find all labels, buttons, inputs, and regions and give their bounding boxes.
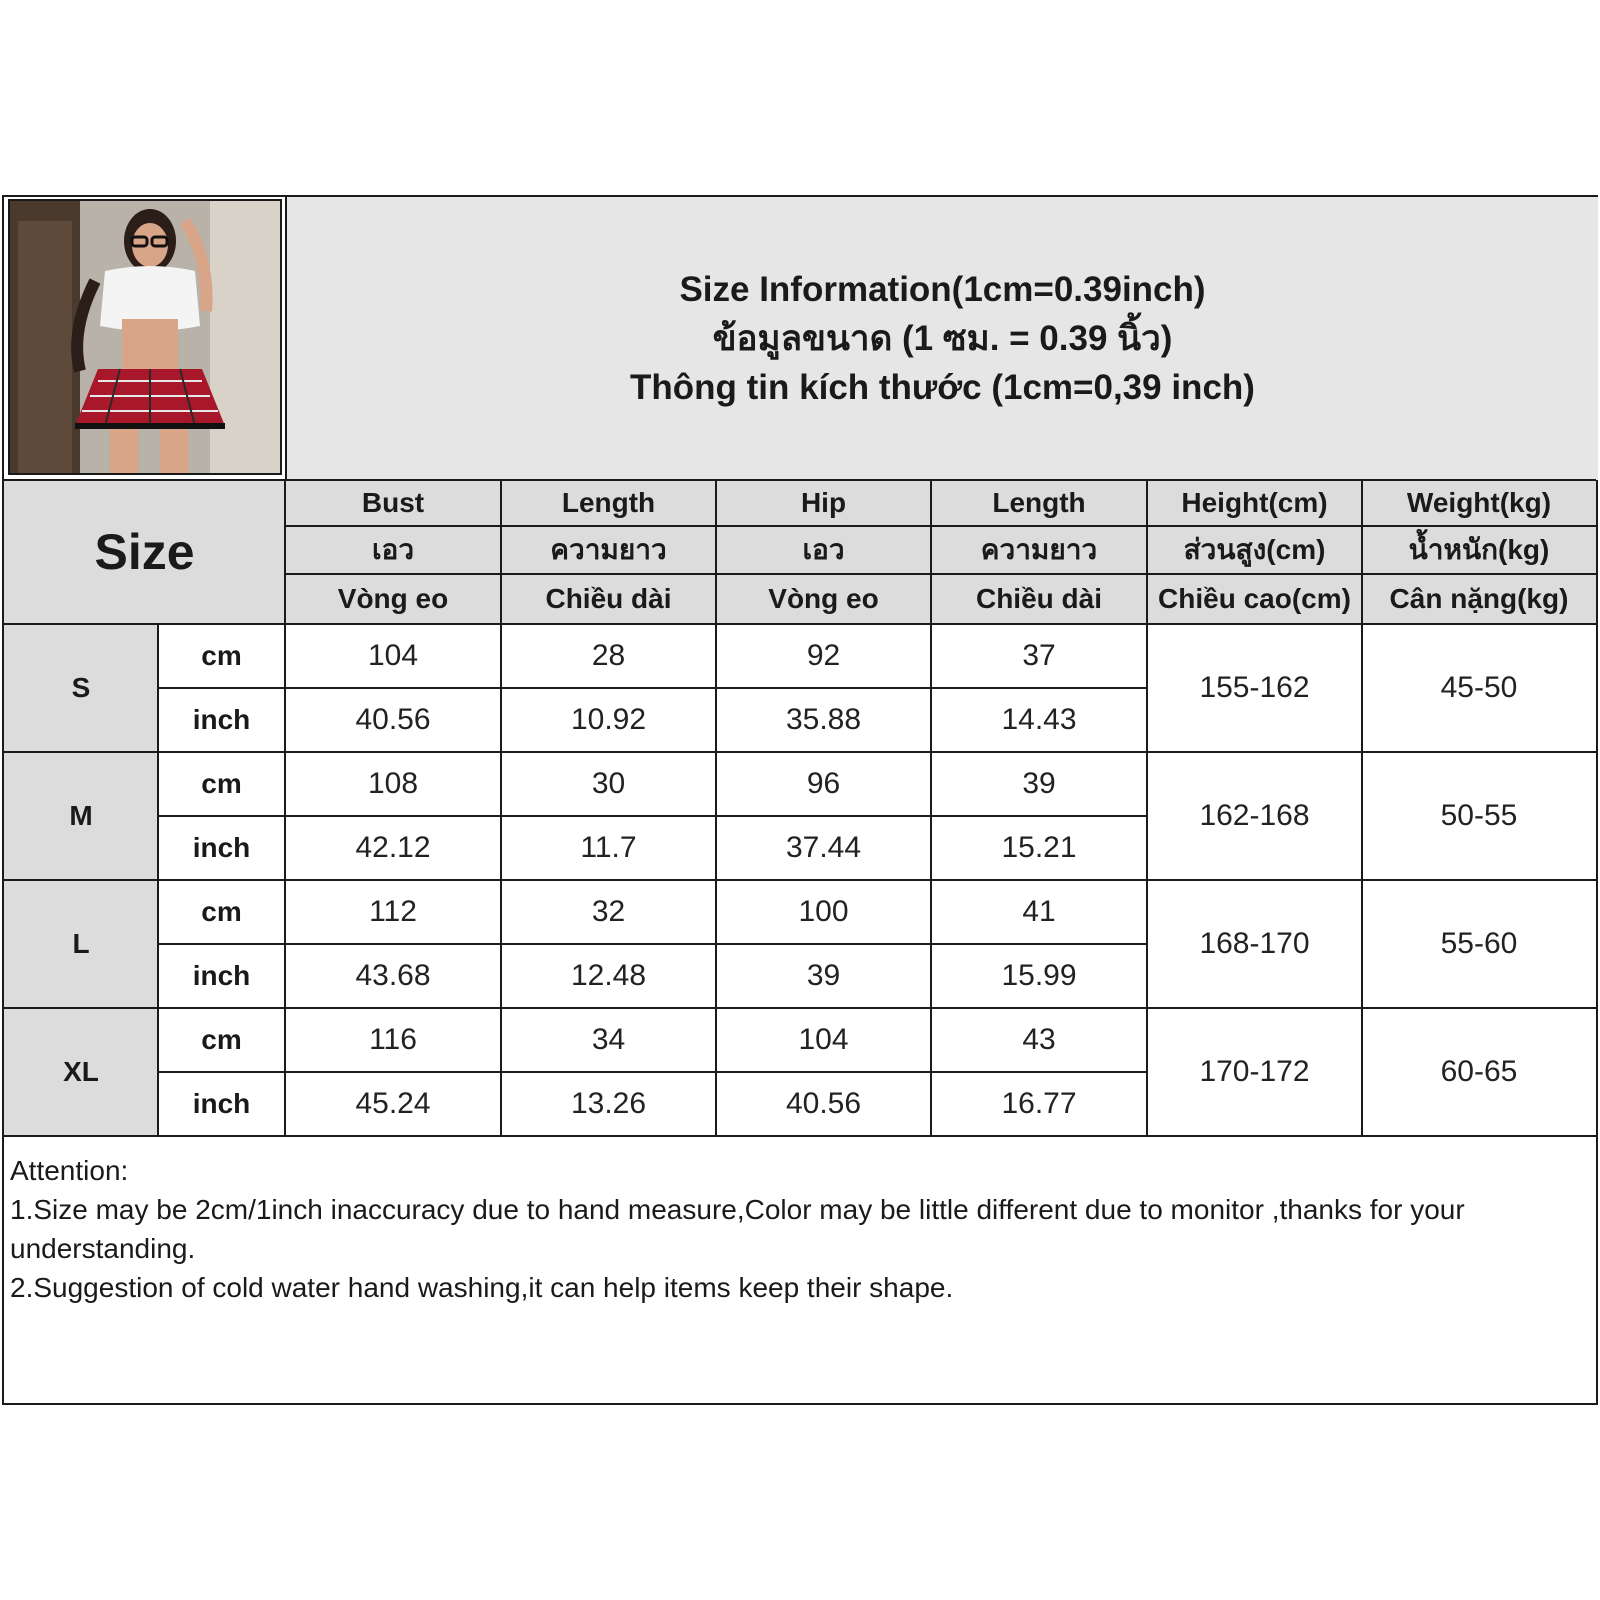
column-header-th: น้ำหนัก(kg) — [1362, 526, 1596, 574]
column-header-th: เอว — [285, 526, 501, 574]
value-cm: 116 — [285, 1008, 501, 1072]
value-inch: 39 — [716, 944, 931, 1008]
weight-range: 45-50 — [1362, 624, 1596, 752]
grid-line — [158, 815, 1147, 817]
grid-line — [157, 624, 159, 1136]
unit-label-inch: inch — [158, 1072, 285, 1136]
weight-range: 55-60 — [1362, 880, 1596, 1008]
grid-line — [285, 573, 1596, 575]
value-cm: 28 — [501, 624, 716, 688]
unit-label-cm: cm — [158, 624, 285, 688]
grid-line — [1361, 480, 1363, 1136]
height-range: 155-162 — [1147, 624, 1362, 752]
value-cm: 96 — [716, 752, 931, 816]
weight-range: 50-55 — [1362, 752, 1596, 880]
column-header-vi: Chiều dài — [501, 574, 716, 624]
value-cm: 39 — [931, 752, 1147, 816]
value-cm: 34 — [501, 1008, 716, 1072]
height-range: 170-172 — [1147, 1008, 1362, 1136]
unit-label-inch: inch — [158, 944, 285, 1008]
grid-line — [4, 623, 1596, 625]
title-thai: ข้อมูลขนาด (1 ซม. = 0.39 นิ้ว) — [712, 319, 1173, 358]
unit-label-inch: inch — [158, 816, 285, 880]
attention-note-1: 1.Size may be 2cm/1inch inaccuracy due to hand measure,Color may be little different due to monitor ,thanks for your understanding. — [10, 1194, 1465, 1264]
value-cm: 104 — [285, 624, 501, 688]
column-header-en: Weight(kg) — [1362, 480, 1596, 526]
column-header-th: ความยาว — [501, 526, 716, 574]
value-inch: 37.44 — [716, 816, 931, 880]
value-inch: 10.92 — [501, 688, 716, 752]
value-cm: 43 — [931, 1008, 1147, 1072]
value-inch: 40.56 — [285, 688, 501, 752]
value-cm: 30 — [501, 752, 716, 816]
value-inch: 14.43 — [931, 688, 1147, 752]
value-inch: 45.24 — [285, 1072, 501, 1136]
grid-line — [4, 751, 1596, 753]
unit-label-cm: cm — [158, 880, 285, 944]
value-cm: 112 — [285, 880, 501, 944]
grid-line — [4, 479, 1596, 481]
column-header-vi: Vòng eo — [716, 574, 931, 624]
value-inch: 40.56 — [716, 1072, 931, 1136]
column-header-en: Height(cm) — [1147, 480, 1362, 526]
value-cm: 104 — [716, 1008, 931, 1072]
value-inch: 35.88 — [716, 688, 931, 752]
value-inch: 42.12 — [285, 816, 501, 880]
grid-line — [158, 943, 1147, 945]
grid-line — [930, 480, 932, 1136]
unit-label-cm: cm — [158, 752, 285, 816]
grid-line — [4, 1007, 1596, 1009]
title-vietnamese: Thông tin kích thước (1cm=0,39 inch) — [630, 368, 1255, 407]
size-label: XL — [4, 1008, 158, 1136]
column-header-th: เอว — [716, 526, 931, 574]
grid-line — [158, 1071, 1147, 1073]
unit-label-inch: inch — [158, 688, 285, 752]
height-range: 162-168 — [1147, 752, 1362, 880]
column-header-vi: Chiều dài — [931, 574, 1147, 624]
title-english: Size Information(1cm=0.39inch) — [679, 270, 1206, 309]
value-inch: 16.77 — [931, 1072, 1147, 1136]
value-cm: 41 — [931, 880, 1147, 944]
column-header-en: Length — [931, 480, 1147, 526]
grid-line — [715, 480, 717, 1136]
height-range: 168-170 — [1147, 880, 1362, 1008]
column-header-vi: Vòng eo — [285, 574, 501, 624]
value-cm: 100 — [716, 880, 931, 944]
model-photo — [8, 199, 282, 475]
column-header-en: Bust — [285, 480, 501, 526]
value-inch: 15.21 — [931, 816, 1147, 880]
attention-notes — [4, 1147, 1596, 1403]
column-header-vi: Chiều cao(cm) — [1147, 574, 1362, 624]
value-inch: 15.99 — [931, 944, 1147, 1008]
unit-label-cm: cm — [158, 1008, 285, 1072]
value-cm: 108 — [285, 752, 501, 816]
value-inch: 13.26 — [501, 1072, 716, 1136]
grid-line — [1146, 480, 1148, 1136]
column-header-th: ส่วนสูง(cm) — [1147, 526, 1362, 574]
attention-heading: Attention: — [10, 1155, 129, 1186]
size-label: M — [4, 752, 158, 880]
column-header-en: Length — [501, 480, 716, 526]
model-photo-image — [10, 201, 280, 473]
value-inch: 43.68 — [285, 944, 501, 1008]
size-label: L — [4, 880, 158, 1008]
grid-line — [158, 687, 1147, 689]
column-header-th: ความยาว — [931, 526, 1147, 574]
column-header-en: Hip — [716, 480, 931, 526]
value-inch: 12.48 — [501, 944, 716, 1008]
grid-line — [4, 1135, 1596, 1137]
title-banner — [285, 197, 1598, 480]
value-cm: 37 — [931, 624, 1147, 688]
attention-note-2: 2.Suggestion of cold water hand washing,it can help items keep their shape. — [10, 1272, 954, 1303]
value-cm: 92 — [716, 624, 931, 688]
size-column-header: Size — [4, 480, 285, 624]
value-inch: 11.7 — [501, 816, 716, 880]
grid-line — [4, 879, 1596, 881]
size-label: S — [4, 624, 158, 752]
weight-range: 60-65 — [1362, 1008, 1596, 1136]
grid-line — [285, 525, 1596, 527]
column-header-vi: Cân nặng(kg) — [1362, 574, 1596, 624]
value-cm: 32 — [501, 880, 716, 944]
size-chart — [2, 195, 1598, 1405]
grid-line — [500, 480, 502, 1136]
grid-line — [284, 480, 286, 1136]
